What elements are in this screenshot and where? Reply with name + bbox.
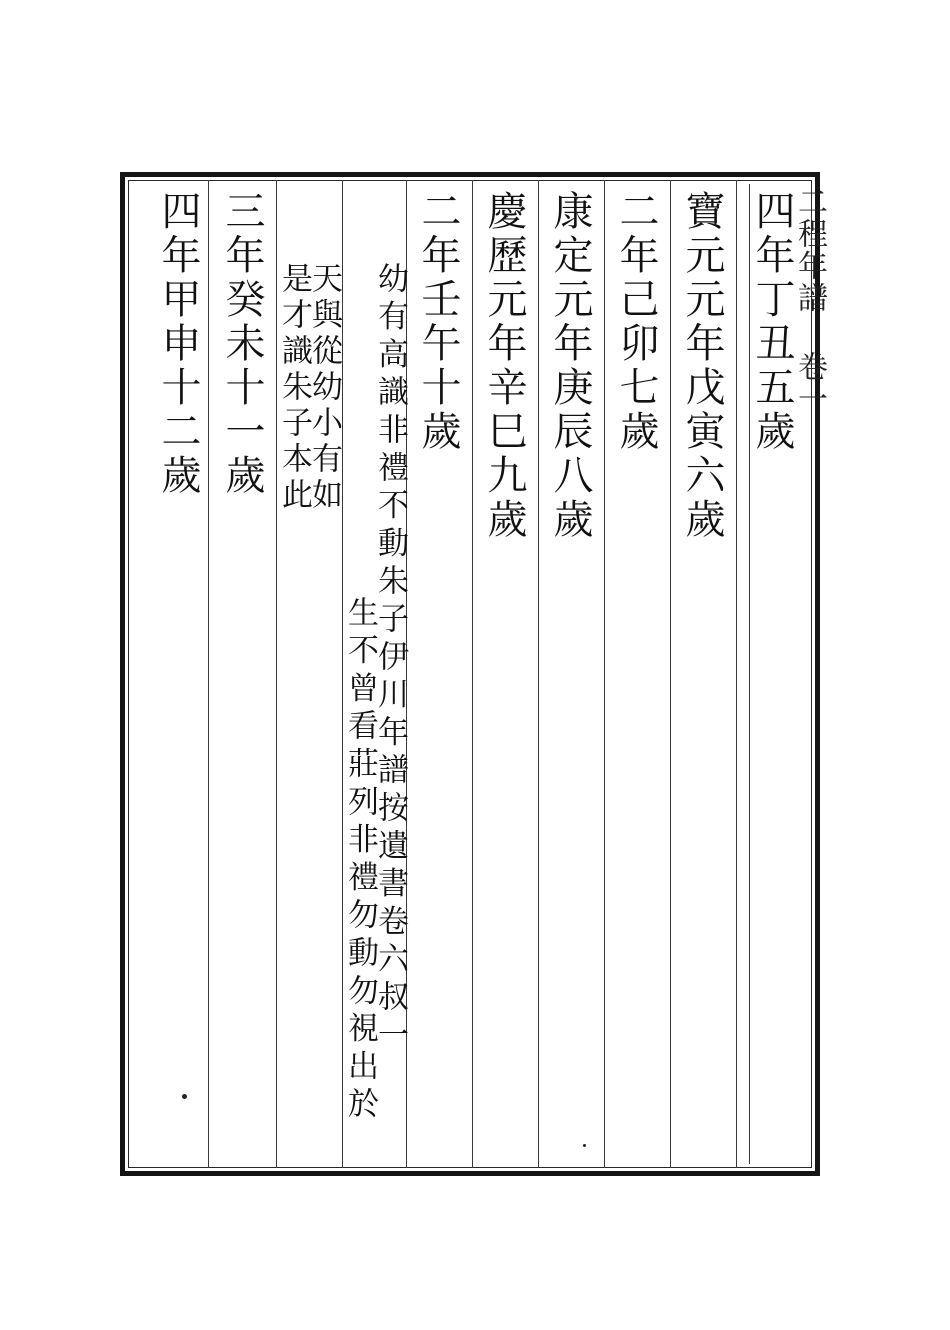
ink-dot <box>583 1144 586 1147</box>
year-entry: 康定元年庚辰八歲 <box>547 190 593 542</box>
annotation-line: 幼有高識非禮不動朱子伊川年譜按遺書卷六叔一 <box>372 262 408 1056</box>
column-rule <box>208 180 209 1168</box>
ink-dot <box>182 1094 187 1099</box>
year-entry: 慶歷元年辛巳九歲 <box>481 190 527 542</box>
annotation-line: 生不曾看莊列非禮勿動勿視出於 <box>342 596 378 1126</box>
annotation-line: 是才識朱子本此 <box>276 262 312 514</box>
column-rule <box>538 180 539 1168</box>
year-entry: 寶元元年戊寅六歲 <box>679 190 725 542</box>
year-entry: 三年癸未十一歲 <box>219 190 265 498</box>
year-entry: 二年己卯七歲 <box>613 190 659 454</box>
column-rule <box>604 180 605 1168</box>
column-rule <box>736 180 737 1168</box>
year-entry: 二年壬午十歲 <box>415 190 461 454</box>
annotation-line: 天與從幼小有如 <box>306 262 342 514</box>
book-title-spine: 二程年譜 卷一 <box>792 186 827 415</box>
column-rule <box>472 180 473 1168</box>
year-entry: 四年丁丑五歲 <box>749 190 795 454</box>
column-rule <box>670 180 671 1168</box>
year-entry: 四年甲申十二歲 <box>155 190 201 498</box>
